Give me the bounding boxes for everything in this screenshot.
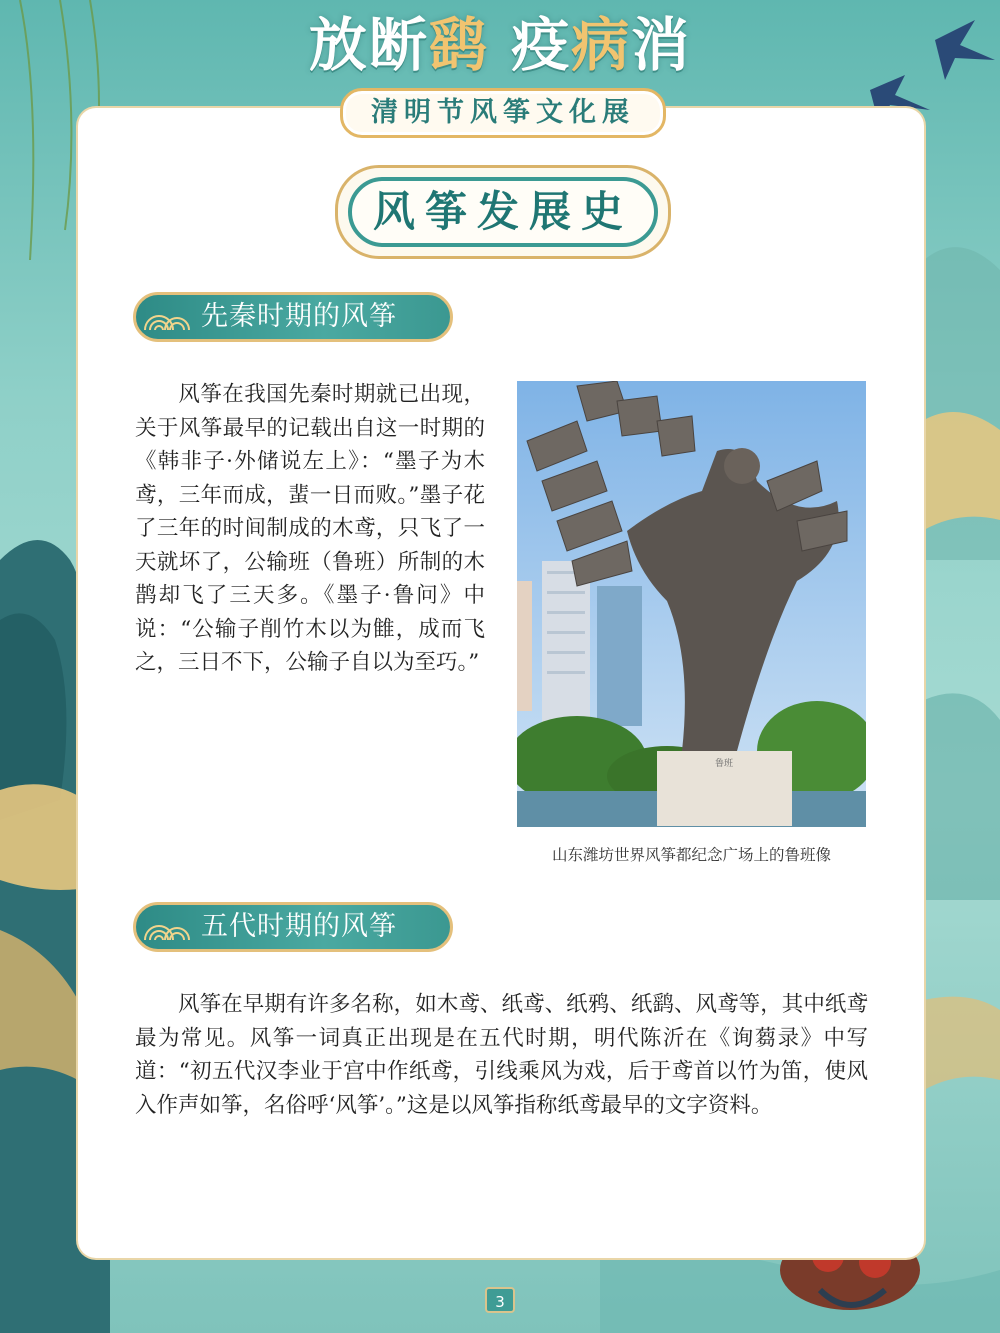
part2-heading bbox=[133, 900, 453, 956]
title-accent1: 鹞 bbox=[428, 11, 489, 79]
part2-paragraph-text: 风筝在早期有许多名称，如木鸢、纸鸢、纸鸦、纸鹞、风鸢等，其中纸鸢最为常见。风筝一词真正出现是在五代时期，明代陈沂在《询蒭录》中写道：“初五代汉李业于宫中作纸鸢，引线乘风为戏，后于鸢首以竹为笛，使风入作声如筝，名俗呼‘风筝’。”这是以风筝指称纸鸢最早的文字资料。 bbox=[135, 992, 868, 1118]
title-part2: 疫 bbox=[488, 11, 572, 79]
main-title bbox=[0, 10, 1000, 80]
part1-heading bbox=[133, 290, 453, 346]
section-title-banner bbox=[335, 165, 671, 259]
cloud-wave-icon bbox=[143, 302, 193, 332]
luban-statue-photo bbox=[517, 381, 866, 827]
section-title: 风筝发展史 bbox=[348, 177, 658, 247]
statue-image bbox=[517, 381, 866, 827]
part1-heading-text: 先秦时期的风筝 bbox=[201, 301, 397, 332]
part1-paragraph-text: 风筝在我国先秦时期就已出现，关于风筝最早的记载出自这一时期的《韩非子·外储说左上》：“墨子为木鸢，三年而成，蜚一日而败。”墨子花了三年的时间制成的木鸢，只飞了一天就坏了，公输班（鲁班）所制的木鹊却飞了三天多。《墨子·鲁问》中说：“公输子削竹木以为雔，成而飞之，三日不下，公输子自以为至巧。” bbox=[135, 382, 485, 675]
mountain-right bbox=[924, 247, 1000, 560]
part2-paragraph bbox=[135, 988, 868, 1122]
plinth-text: 鲁班 bbox=[714, 759, 734, 769]
cloud-wave-icon bbox=[143, 912, 193, 942]
part1-paragraph bbox=[135, 378, 485, 680]
page-number: 3 bbox=[485, 1287, 515, 1313]
photo-caption: 山东潍坊世界风筝都纪念广场上的鲁班像 bbox=[551, 846, 831, 864]
title-part1: 放断 bbox=[308, 11, 429, 79]
subtitle: 清明节风筝文化展 bbox=[340, 88, 666, 138]
title-part3: 消 bbox=[631, 11, 692, 79]
part2-heading-text: 五代时期的风筝 bbox=[201, 911, 397, 942]
title-accent2: 病 bbox=[571, 11, 632, 79]
